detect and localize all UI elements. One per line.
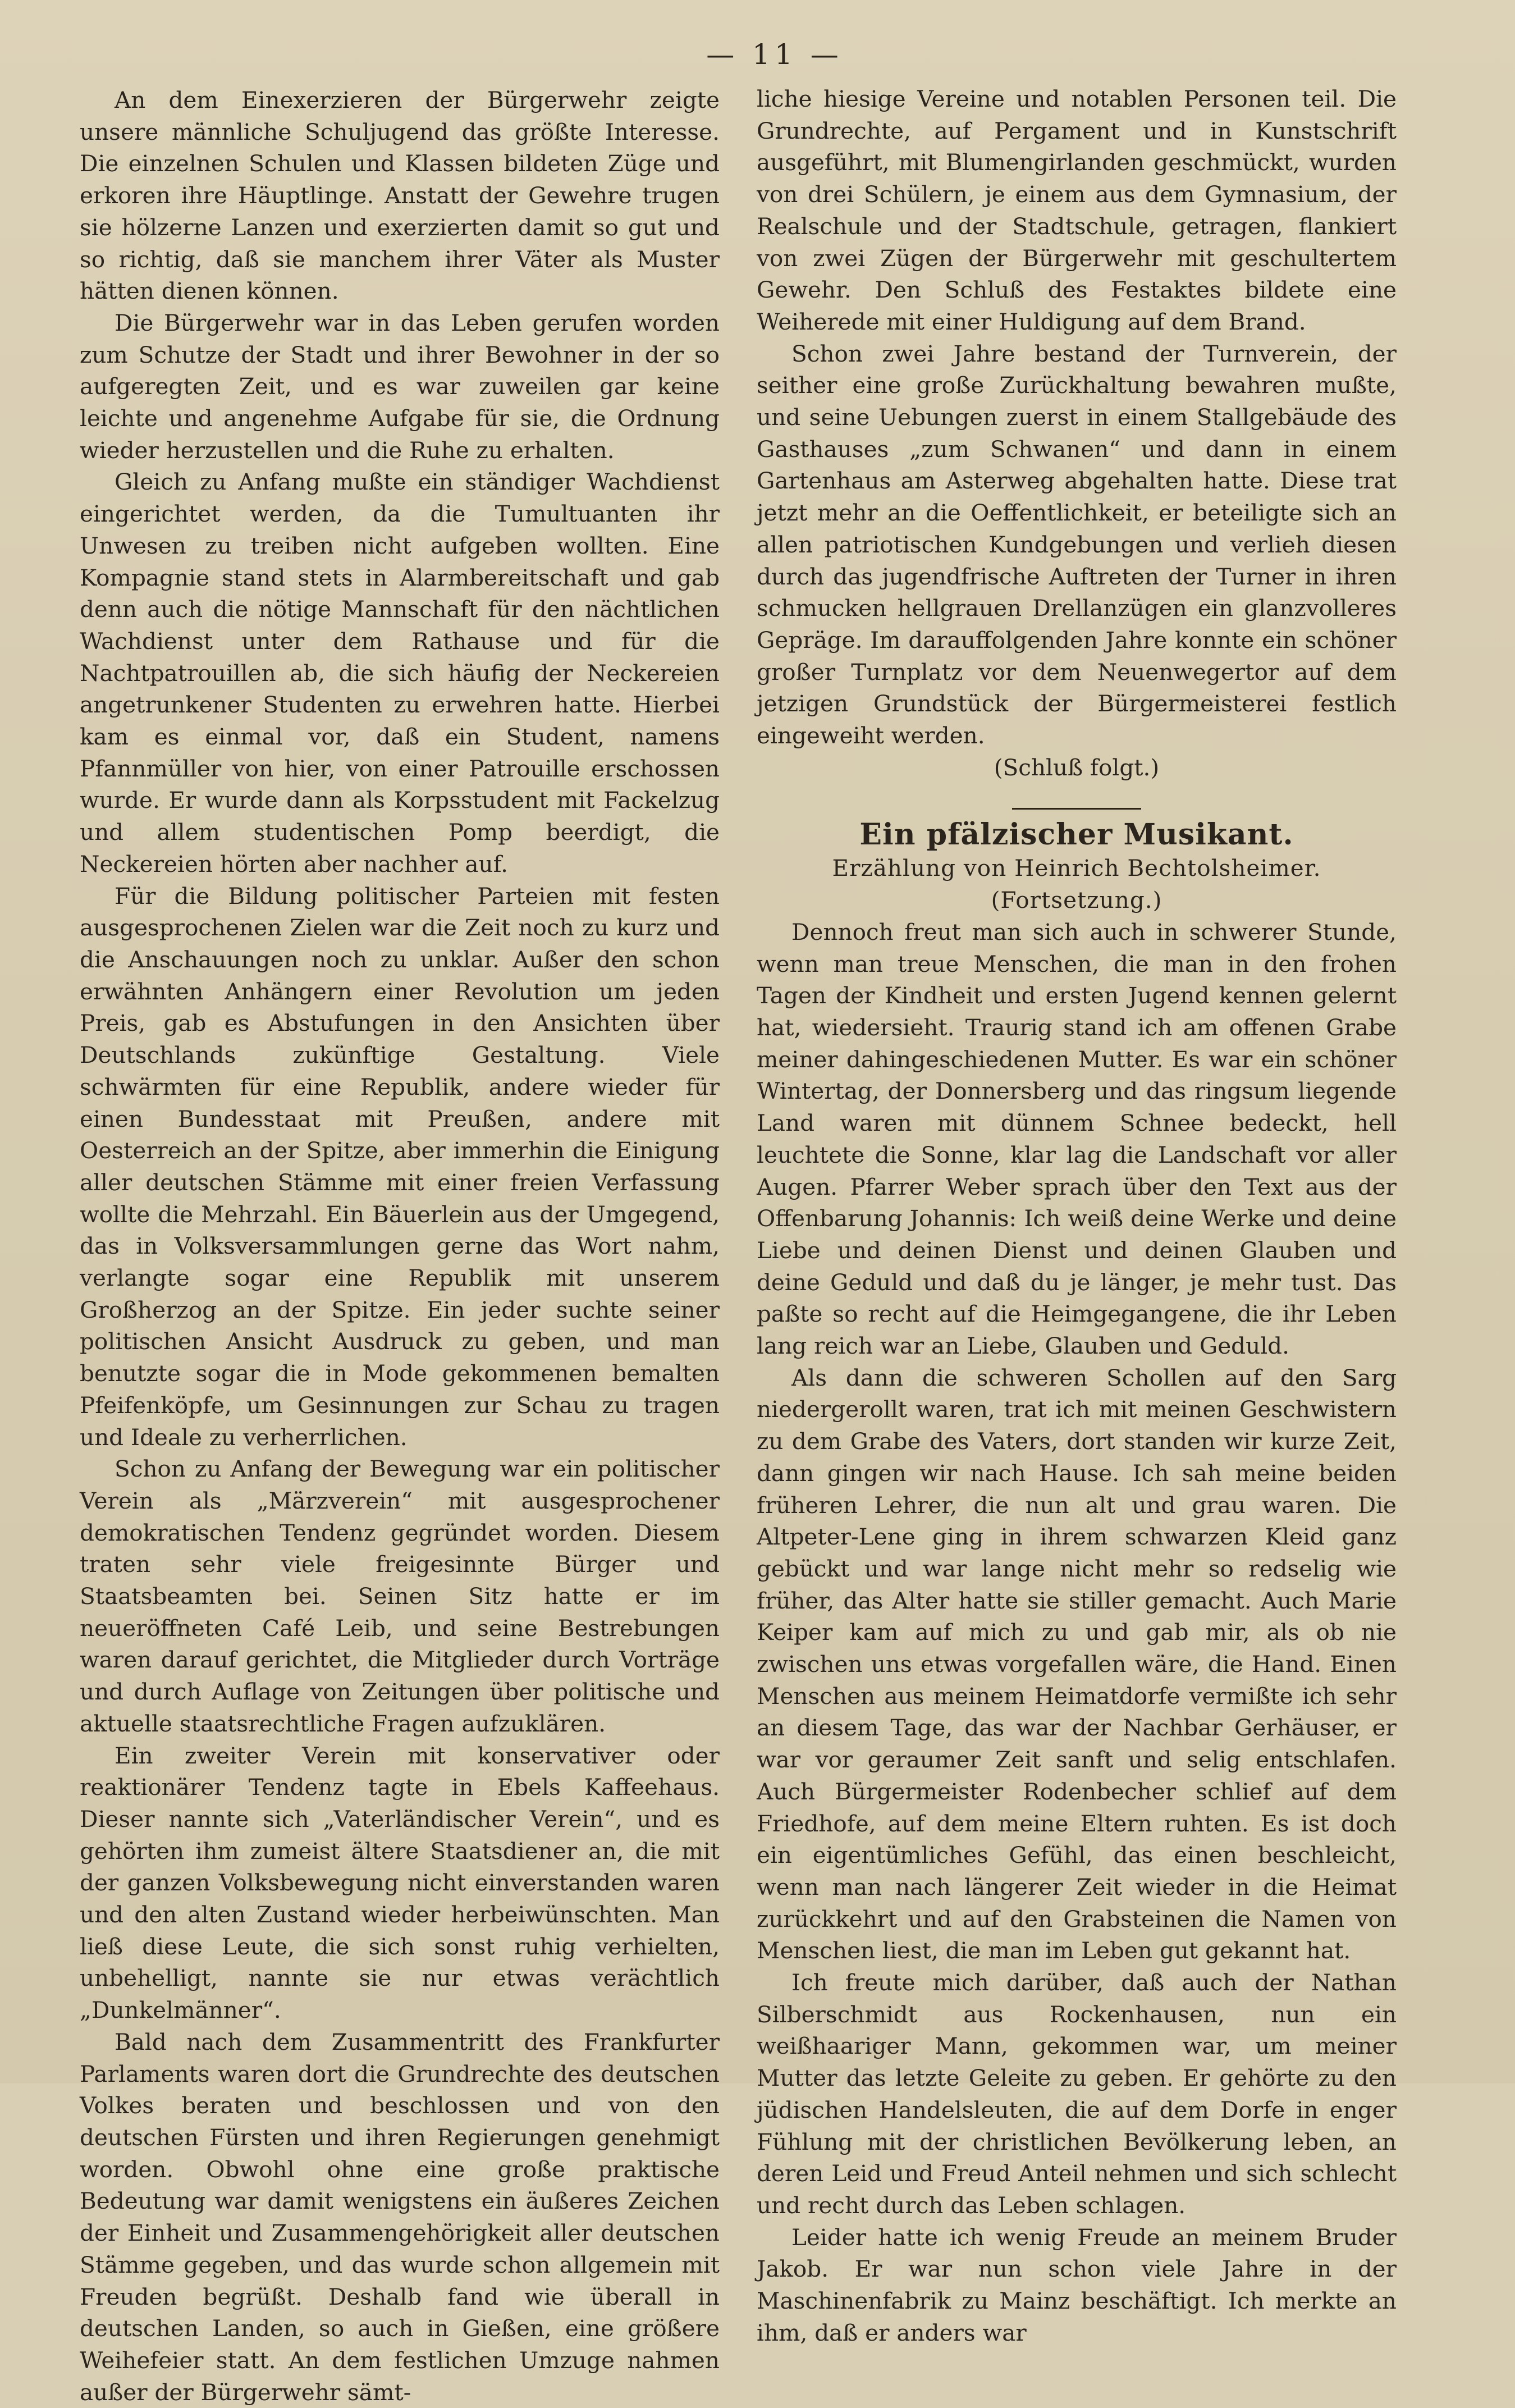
to-be-continued-note: (Schluß folgt.) bbox=[994, 753, 1160, 781]
story-continuation-note: (Fortsetzung.) bbox=[991, 887, 1162, 914]
paragraph: Für die Bildung politischer Parteien mit festen ausgesprochenen Zielen war die Zeit noch zu kurz und die Anschauungen noch zu unklar. Außer den schon erwähnten Anhängern einer Revolution um jeden Preis, gab es Abstufungen in den Ansichten über Deutschlands zukünftige Gestaltung. Viele schwärmten für eine Republik, andere wieder für einen Bundesstaat mit Preußen, andere mit Oesterreich an der Spitze, aber immerhin die Einigung aller deutschen Stämme mit einer freien Verfassung wollte die Mehrzahl. Ein Bäuerlein aus der Umgegend, das in Volksversammlungen gerne das Wort nahm, verlangte sogar eine Republik mit unserem Großherzog an der Spitze. Ein jeder suchte seiner politischen Ansicht Ausdruck zu geben, und man benutzte sogar die in Mode gekommenen bemalten Pfeifenköpfe, um Gesinnungen zur Schau zu tragen und Ideale zu verherrlichen. bbox=[80, 882, 720, 1451]
paragraph: Als dann die schweren Schollen auf den Sarg niedergerollt waren, trat ich mit meinen Geschwistern zu dem Grabe des Vaters, dort standen wir kurze Zeit, dann gingen wir nach Hause. Ich sah meine beiden früheren Lehrer, die nun alt und grau waren. Die Altpeter-Lene ging in ihrem schwarzen Kleid ganz gebückt und war lange nicht mehr so redselig wie früher, das Alter hatte sie stiller gemacht. Auch Marie Keiper kam auf mich zu und gab mir, als ob nie zwischen uns etwas vorgefallen wäre, die Hand. Einen Menschen aus meinem Heimatdorfe vermißte ich sehr an diesem Tage, das war der Nachbar Gerhäuser, er war vor geraumer Zeit sanft und selig entschlafen. Auch Bürgermeister Rodenbecher schlief auf dem Friedhofe, auf dem meine Eltern ruhten. Es ist doch ein eigentümliches Gefühl, das einen beschleicht, wenn man nach längerer Zeit wieder in die Heimat zurückkehrt und auf den Grabsteinen die Namen von Menschen liest, die man im Leben gut gekannt hat. bbox=[757, 1364, 1397, 1964]
paragraph: Die Bürgerwehr war in das Leben gerufen worden zum Schutze der Stadt und ihrer Bewohner in der so aufgeregten Zeit, und es war zuweilen gar keine leichte und angenehme Aufgabe für sie, die Ordnung wieder herzustellen und die Ruhe zu erhalten. bbox=[80, 309, 720, 464]
page-number: — 11 — bbox=[706, 38, 843, 71]
paragraph: Gleich zu Anfang mußte ein ständiger Wachdienst eingerichtet werden, da die Tumultuanten ihr Unwesen zu treiben nicht aufgeben wollten. Eine Kompagnie stand stets in Alarmbereitschaft und gab denn auch die nötige Mannschaft für den nächtlichen Wachdienst unter dem Rathause und für die Nachtpatrouillen ab, die sich häufig der Neckereien angetrunkener Studenten zu erwehren hatte. Hierbei kam es einmal vor, daß ein Student, namens Pfannmüller von hier, von einer Patrouille erschossen wurde. Er wurde dann als Korpsstudent mit Fackelzug und allem studentischen Pomp beerdigt, die Neckereien hörten aber nachher auf. bbox=[80, 468, 720, 878]
paragraph: Ein zweiter Verein mit konservativer oder reaktionärer Tendenz tagte in Ebels Kaffeehaus. Dieser nannte sich „Vaterländischer Verein“, und es gehörten ihm zumeist ältere Staatsdiener an, die mit der ganzen Volksbewegung nicht einverstanden waren und den alten Zustand wieder herbeiwünschten. Man ließ diese Leute, die sich sonst ruhig verhielten, unbehelligt, nannte sie nur etwas verächtlich „Dunkelmänner“. bbox=[80, 1742, 720, 2024]
section-divider bbox=[1012, 808, 1141, 810]
paragraph: Schon zwei Jahre bestand der Turnverein, der seither eine große Zurückhaltung bewahren mußte, und seine Uebungen zuerst in einem Stallgebäude des Gasthauses „zum Schwanen“ und dann in einem Gartenhaus am Asterweg abgehalten hatte. Diese trat jetzt mehr an die Oeffentlichkeit, er beteiligte sich an allen patriotischen Kundgebungen und verlieh diesen durch das jugendfrische Auftreten der Turner in ihren schmucken hellgrauen Drellanzügen ein glanzvolleres Gepräge. Im darauffolgenden Jahre konnte ein schöner großer Turnplatz vor dem Neuenwegertor auf dem jetzigen Grundstück der Bürgermeisterei festlich eingeweiht werden. bbox=[757, 340, 1397, 750]
story-byline: Erzählung von Heinrich Bechtolsheimer. bbox=[832, 855, 1321, 882]
paragraph: Dennoch freut man sich auch in schwerer Stunde, wenn man treue Menschen, die man in den frohen Tagen der Kindheit und ersten Jugend kennen gelernt hat, wiedersieht. Traurig stand ich am offenen Grabe meiner dahingeschiedenen Mutter. Es war ein schöner Wintertag, der Donnersberg und das ringsum liegende Land waren mit dünnem Schnee bedeckt, hell leuchtete die Sonne, klar lag die Landschaft vor aller Augen. Pfarrer Weber sprach über den Text aus der Offenbarung Johannis: Ich weiß deine Werke und deine Liebe und deinen Dienst und deinen Glauben und deine Geduld und daß du je länger, je mehr tust. Das paßte so recht auf die Heimgegangene, die ihr Leben lang reich war an Liebe, Glauben und Geduld. bbox=[757, 918, 1397, 1360]
right-column bbox=[757, 83, 1397, 2349]
story-title: Ein pfälzischer Musikant. bbox=[859, 817, 1294, 852]
left-column bbox=[80, 84, 720, 2408]
paragraph: Schon zu Anfang der Bewegung war ein politischer Verein als „Märzverein“ mit ausgesprochener demokratischen Tendenz gegründet worden. Diesem traten sehr viele freigesinnte Bürger und Staatsbeamten bei. Seinen Sitz hatte er im neueröffneten Café Leib, und seine Bestrebungen waren darauf gerichtet, die Mitglieder durch Vorträge und durch Auflage von Zeitungen über politische und aktuelle staatsrechtliche Fragen aufzuklären. bbox=[80, 1455, 720, 1737]
paragraph: An dem Einexerzieren der Bürgerwehr zeigte unsere männliche Schuljugend das größte Interesse. Die einzelnen Schulen und Klassen bildeten Züge und erkoren ihre Häuptlinge. Anstatt der Gewehre trugen sie hölzerne Lanzen und exerzierten damit so gut und so richtig, daß sie manchem ihrer Väter als Muster hätten dienen können. bbox=[80, 86, 720, 305]
paragraph: Ich freute mich darüber, daß auch der Nathan Silberschmidt aus Rockenhausen, nun ein weißhaariger Mann, gekommen war, um meiner Mutter das letzte Geleite zu geben. Er gehörte zu den jüdischen Handelsleuten, die auf dem Dorfe in enger Fühlung mit der christlichen Bevölkerung leben, an deren Leid und Freud Anteil nehmen und sich schlecht und recht durch das Leben schlagen. bbox=[757, 1969, 1397, 2219]
continued-paragraph: liche hiesige Vereine und notablen Personen teil. Die Grundrechte, auf Pergament und in Kunstschrift ausgeführt, mit Blumengirlanden geschmückt, wurden von drei Schülern, je einem aus dem Gymnasium, der Realschule und der Stadtschule, getragen, flankiert von zwei Zügen der Bürgerwehr mit geschultertem Gewehr. Den Schluß des Festaktes bildete eine Weiherede mit einer Huldigung auf dem Brand. bbox=[757, 85, 1397, 335]
paragraph: Bald nach dem Zusammentritt des Frankfurter Parlaments waren dort die Grundrechte des deutschen Volkes beraten und beschlossen und von den deutschen Fürsten und ihren Regierungen genehmigt worden. Obwohl ohne eine große praktische Bedeutung war damit wenigstens ein äußeres Zeichen der Einheit und Zusammengehörigkeit aller deutschen Stämme gegeben, und das wurde schon allgemein mit Freuden begrüßt. Deshalb fand wie überall in deutschen Landen, so auch in Gießen, eine größere Weihefeier statt. An dem festlichen Umzuge nahmen außer der Bürgerwehr sämt- bbox=[80, 2028, 720, 2406]
paragraph: Leider hatte ich wenig Freude an meinem Bruder Jakob. Er war nun schon viele Jahre in der Maschinenfabrik zu Mainz beschäftigt. Ich merkte an ihm, daß er anders war bbox=[757, 2223, 1397, 2346]
